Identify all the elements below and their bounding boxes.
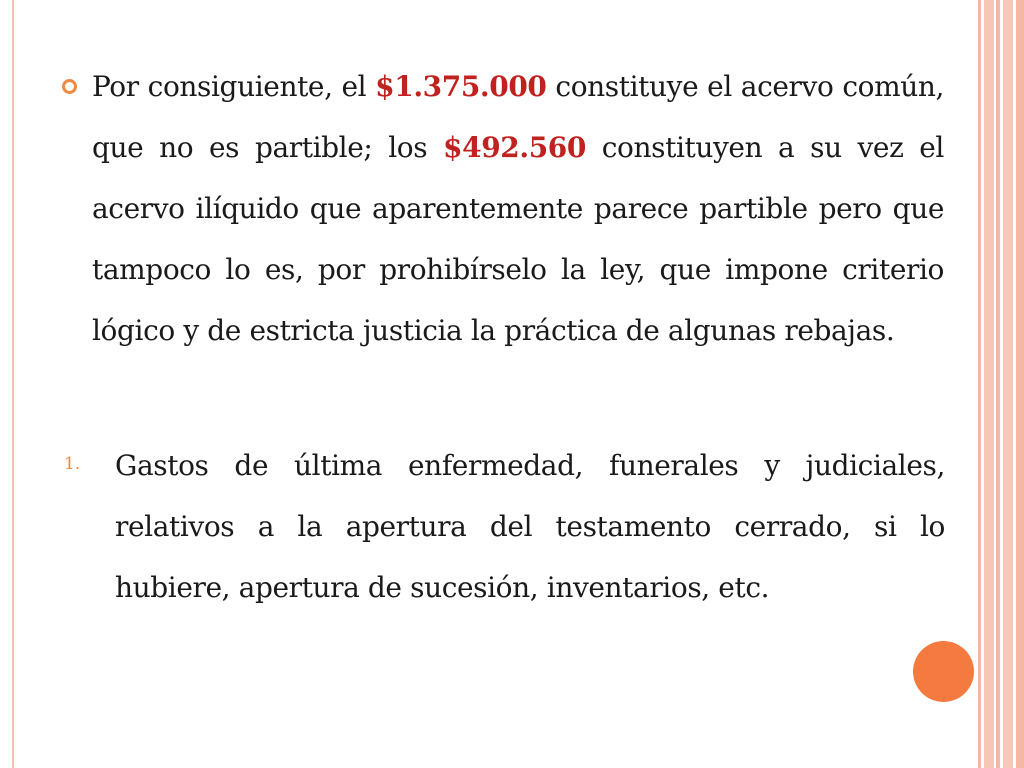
- decorative-circle: [913, 641, 974, 702]
- list-item-text: Gastos de última enfermedad, funerales y judiciales, relativos a la apertura del testamento cerrado, si lo hubiere, apertura de sucesión, inventarios, etc.: [115, 449, 945, 604]
- list-item-number: 1.: [64, 454, 81, 474]
- right-stripe-2: [984, 0, 994, 768]
- text-after-amount2: constituyen a su vez el acervo ilíquido que aparentemente parece partible pero que tampoco lo es, por prohibírselo la ley, que impone criterio lógico y de estricta justicia la práctica de algunas rebajas.: [92, 131, 944, 347]
- text-before-amount1: Por consiguiente, el: [92, 70, 376, 103]
- bullet-paragraph: [92, 56, 944, 361]
- right-stripe-3: [996, 0, 1000, 768]
- right-stripe-1: [978, 0, 981, 768]
- amount-1: $1.375.000: [375, 70, 547, 103]
- amount-2: $492.560: [443, 131, 586, 164]
- right-stripe-5: [1016, 0, 1024, 768]
- text-between-amounts: constituye el acervo común, que no es partible; los: [92, 70, 944, 164]
- left-border-line: [12, 0, 14, 768]
- right-stripe-4: [1003, 0, 1013, 768]
- ring-bullet-icon: [62, 79, 77, 94]
